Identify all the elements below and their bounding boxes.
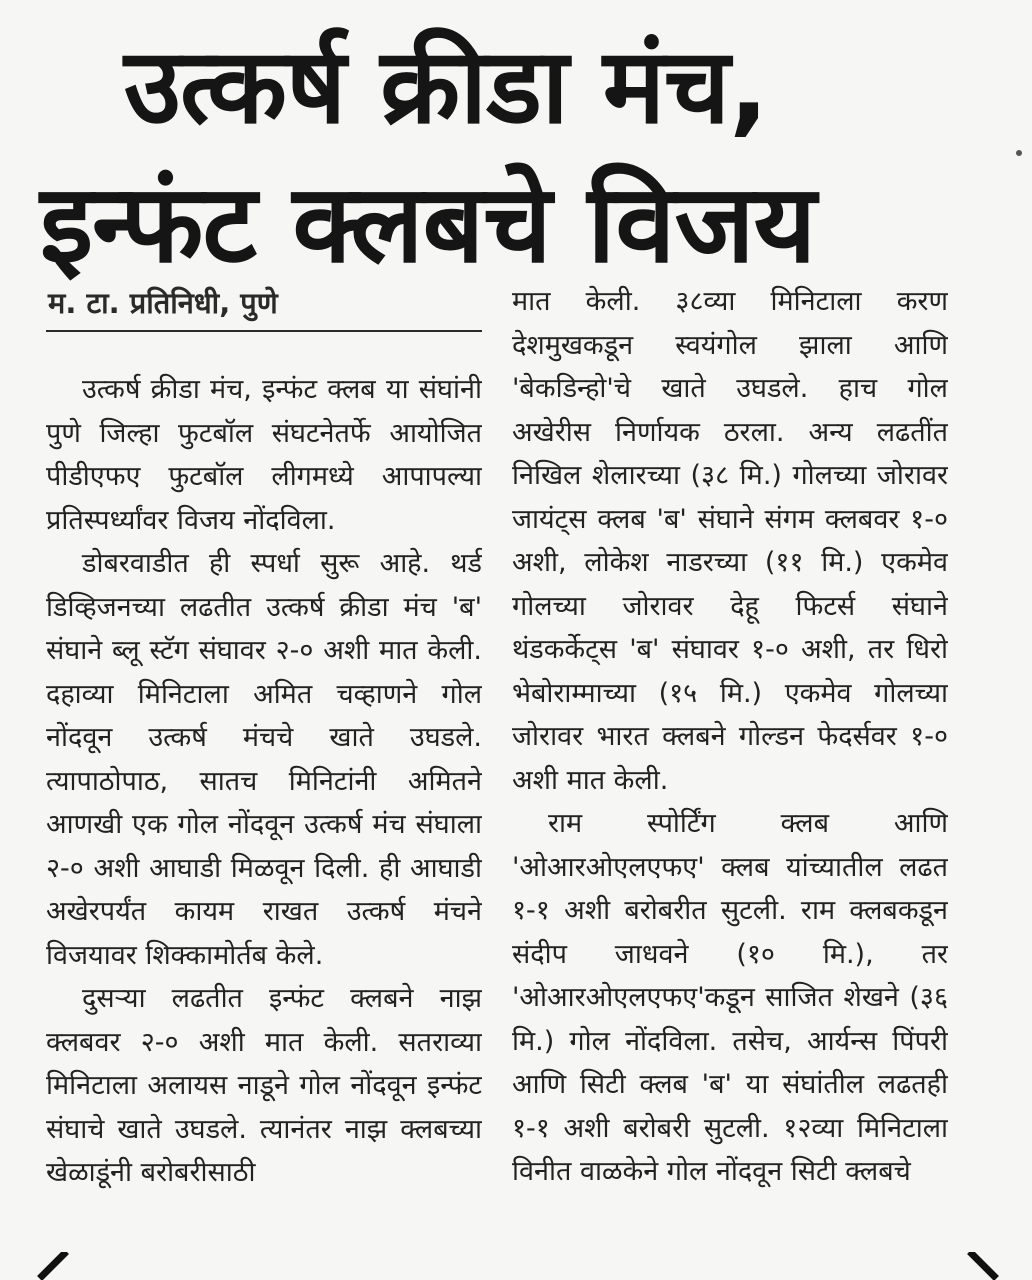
byline: म. टा. प्रतिनिधी, पुणे <box>48 286 278 320</box>
chevron-right-icon-glyph <box>966 1252 1006 1280</box>
paragraph: उत्कर्ष क्रीडा मंच, इन्फंट क्लब या संघांनी पुणे जिल्हा फुटबॉल संघटनेतर्फे आयोजित पीडीएफए फुटबॉल लीगमध्ये आपापल्या प्रतिस्पर्ध्यांवर विजय नोंदविला. <box>46 374 482 536</box>
headline-line-2: इन्फंट क्लबचे विजय <box>40 162 816 287</box>
chevron-right-icon[interactable] <box>966 1252 1006 1280</box>
paragraph: राम स्पोर्टिंग क्लब आणि 'ओआरओएलएफए' क्लब यांच्यातील लढत १-१ अशी बरोबरीत सुटली. राम क्लबकडून संदीप जाधवने (१० मि.), तर 'ओआरओएलएफए'कडून साजित शेखने (३६ मि.) गोल नोंदविला. तसेच, आर्यन्स पिंपरी आणि सिटी क्लब 'ब' या संघांतील लढतही १-१ अशी बरोबरी सुटली. १२व्या मिनिटाला विनीत वाळकेने गोल नोंदवून सिटी क्लबचे <box>512 808 948 1187</box>
headline <box>40 18 960 296</box>
paragraph: डोबरवाडीत ही स्पर्धा सुरू आहे. थर्ड डिव्हिजनच्या लढतीत उत्कर्ष क्रीडा मंच 'ब' संघाने ब्लू स्टॅग संघावर २-० अशी मात केली. दहाव्या मिनिटाला अमित चव्हाणने गोल नोंदवून उत्कर्ष मंचचे खाते उघडले. त्यापाठोपाठ, सातच मिनिटांनी अमितने आणखी एक गोल नोंदवून उत्कर्ष मंच संघाला २-० अशी आघाडी मिळवून दिली. ही आघाडी अखेरपर्यंत कायम राखत उत्कर्ष मंचने विजयावर शिक्कामोर्तब केले. <box>46 548 482 971</box>
paragraph: मात केली. ३८व्या मिनिटाला करण देशमुखकडून स्वयंगोल झाला आणि 'बेकडिन्हो'चे खाते उघडले. हाच गोल अखेरीस निर्णायक ठरला. अन्य लढतींत निखिल शेलारच्या (३८ मि.) गोलच्या जोरावर जायंट्स क्लब 'ब' संघाने संगम क्लबवर १-० अशी, लोकेश नाडरच्या (११ मि.) एकमेव गोलच्या जोरावर देहू फिटर्स संघाने थंडकर्केट्स 'ब' संघावर १-० अशी, तर धिरो भेबोराम्माच्या (१५ मि.) एकमेव गोलच्या जोरावर भारत क्लबने गोल्डन फेदर्सवर १-० अशी मात केली. <box>512 286 948 796</box>
chevron-left-icon[interactable] <box>34 1252 74 1280</box>
article-column-right <box>512 280 948 1280</box>
chevron-left-icon-glyph <box>34 1252 74 1280</box>
byline-divider <box>46 330 482 332</box>
edge-mark <box>1016 150 1022 156</box>
article-column-left <box>46 368 482 1280</box>
paragraph: दुसऱ्या लढतीत इन्फंट क्लबने नाझ क्लबवर २-० अशी मात केली. सतराव्या मिनिटाला अलायस नाडूने गोल नोंदवून इन्फंट संघाचे खाते उघडले. त्यानंतर नाझ क्लबच्या खेळाडूंनी बरोबरीसाठी <box>46 983 482 1188</box>
headline-line-1: उत्कर्ष क्रीडा मंच, <box>124 25 768 147</box>
